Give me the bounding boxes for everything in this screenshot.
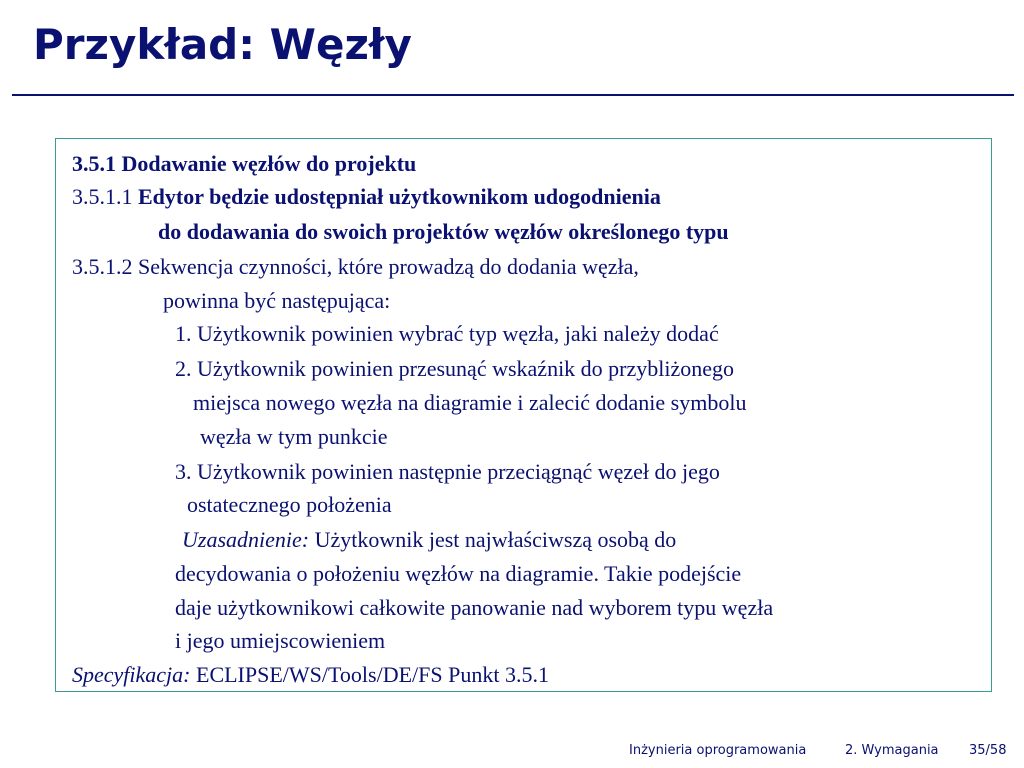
rationale-label: Uzasadnienie:: [182, 527, 310, 552]
footer-course: Inżynieria oprogramowania: [629, 743, 807, 758]
requirement-2-line-1: 3.5.1.2 Sekwencja czynności, które prowadzą do dodania węzła,: [72, 254, 639, 279]
requirement-1-text: Edytor będzie udostępniał użytkownikom udogodnienia: [138, 184, 661, 209]
section-heading: 3.5.1 Dodawanie węzłów do projektu: [72, 151, 417, 176]
specification-label: Specyfikacja:: [72, 662, 191, 687]
specification-line: [72, 664, 549, 686]
step-3-line-1: 3. Użytkownik powinien następnie przeciągnąć węzeł do jego: [175, 459, 720, 484]
footer-page-number: 35/58: [969, 743, 1007, 758]
step-3-line-2: ostatecznego położenia: [187, 492, 392, 517]
rationale-line-3: daje użytkownikowi całkowite panowanie nad wyborem typu węzła: [175, 595, 774, 620]
step-2-line-3: węzła w tym punkcie: [200, 424, 388, 449]
rationale-text: Użytkownik jest najwłaściwszą osobą do: [309, 527, 677, 552]
specification-value: ECLIPSE/WS/Tools/DE/FS Punkt 3.5.1: [190, 662, 549, 687]
rationale-line-2: decydowania o położeniu węzłów na diagramie. Takie podejście: [175, 561, 742, 586]
step-2-line-2: miejsca nowego węzła na diagramie i zalecić dodanie symbolu: [193, 390, 747, 415]
requirement-2-line-2: powinna być następująca:: [163, 288, 391, 313]
requirement-1-line-2: do dodawania do swoich projektów węzłów określonego typu: [158, 219, 729, 244]
requirement-1-line-1: [72, 186, 661, 208]
rationale-line-1: [182, 529, 676, 551]
step-2-line-1: 2. Użytkownik powinien przesunąć wskaźnik do przybliżonego: [175, 356, 735, 381]
slide-title: Przykład: Węzły: [33, 20, 412, 69]
requirement-1-number: 3.5.1.1: [72, 184, 138, 209]
step-1: 1. Użytkownik powinien wybrać typ węzła, jaki należy dodać: [175, 321, 719, 346]
title-divider: [12, 94, 1014, 96]
footer-chapter: 2. Wymagania: [845, 743, 939, 758]
rationale-line-4: i jego umiejscowieniem: [175, 628, 386, 653]
